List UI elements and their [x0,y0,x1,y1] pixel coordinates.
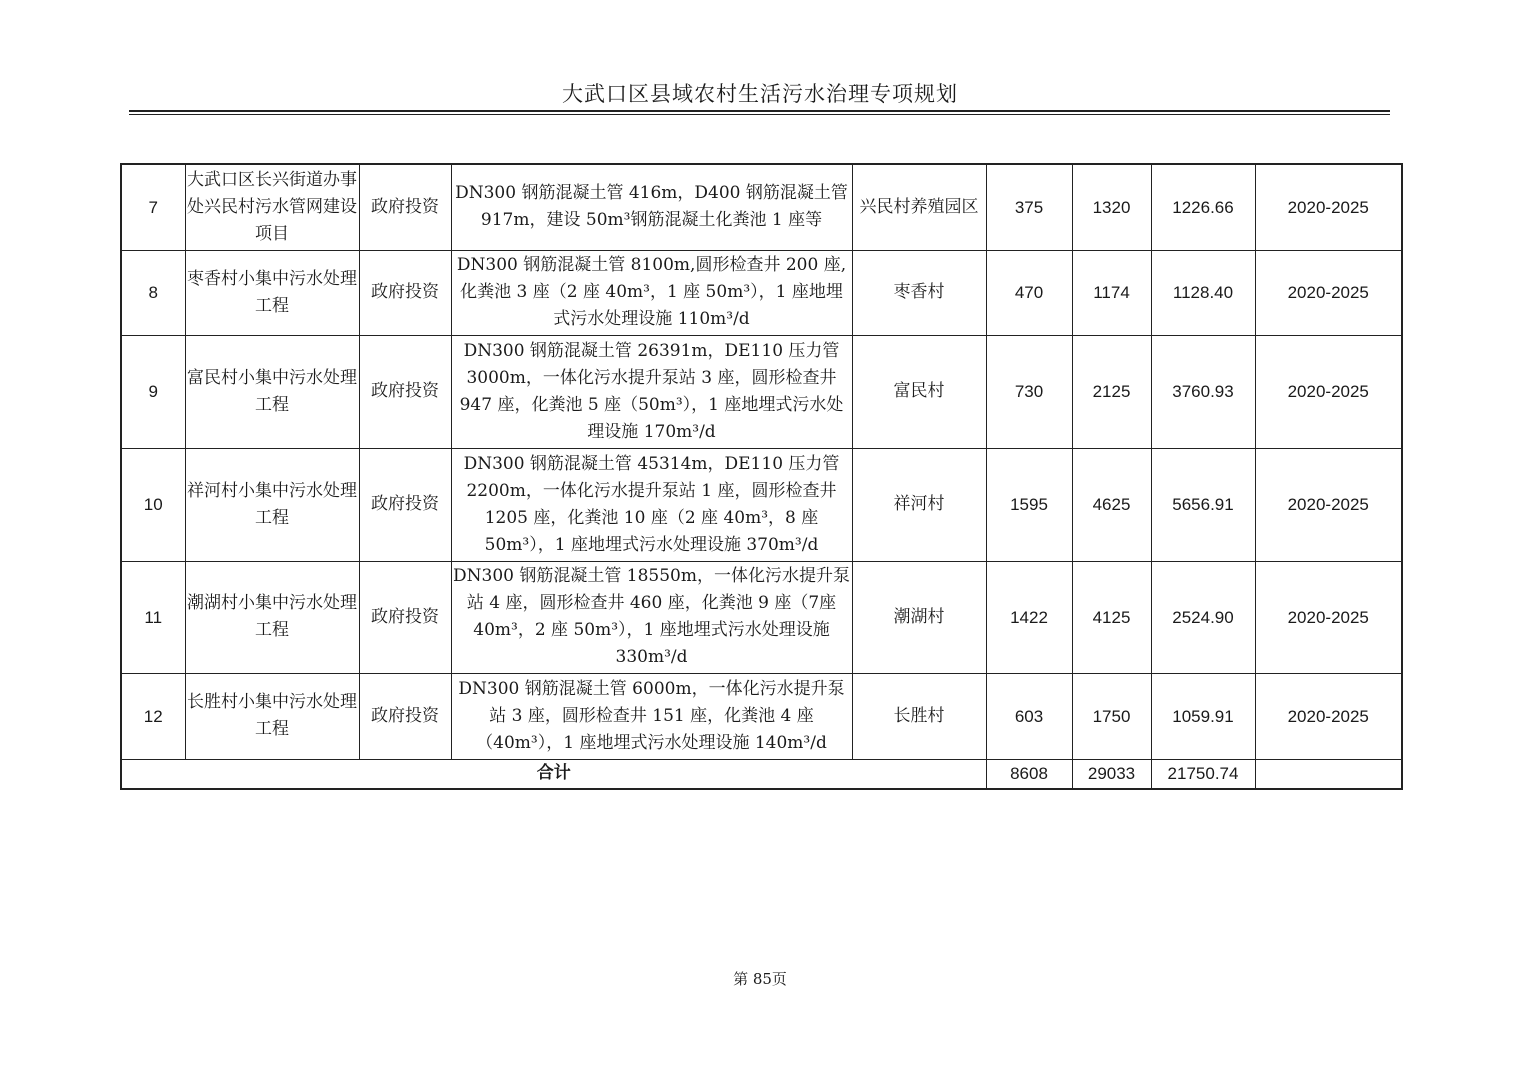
investment-type: 政府投资 [359,250,451,335]
population: 4625 [1072,448,1151,561]
total-label: 合计 [121,759,986,789]
project-name: 潮湖村小集中污水处理工程 [185,561,359,673]
investment-type: 政府投资 [359,164,451,250]
period: 2020-2025 [1255,250,1402,335]
investment-type: 政府投资 [359,673,451,759]
location: 兴民村养殖园区 [852,164,986,250]
total-population: 29033 [1072,759,1151,789]
document-title: 大武口区县域农村生活污水治理专项规划 [562,82,958,106]
households: 1422 [986,561,1072,673]
period: 2020-2025 [1255,561,1402,673]
households: 470 [986,250,1072,335]
table-row [121,561,1402,673]
row-number: 11 [121,561,185,673]
row-number: 10 [121,448,185,561]
row-number: 9 [121,335,185,448]
total-households: 8608 [986,759,1072,789]
investment-type: 政府投资 [359,561,451,673]
location: 富民村 [852,335,986,448]
cost: 5656.91 [1151,448,1255,561]
investment-type: 政府投资 [359,335,451,448]
table-row [121,448,1402,561]
investment-type: 政府投资 [359,448,451,561]
period: 2020-2025 [1255,335,1402,448]
population: 1320 [1072,164,1151,250]
location: 枣香村 [852,250,986,335]
row-number: 12 [121,673,185,759]
cost: 3760.93 [1151,335,1255,448]
cost: 1059.91 [1151,673,1255,759]
header-rule-thick [129,110,1390,112]
table-row [121,335,1402,448]
total-cost: 21750.74 [1151,759,1255,789]
period: 2020-2025 [1255,673,1402,759]
project-name: 长胜村小集中污水处理工程 [185,673,359,759]
project-name: 祥河村小集中污水处理工程 [185,448,359,561]
total-row [121,759,1402,789]
table-row [121,164,1402,250]
construction-content: DN300 钢筋混凝土管 8100m,圆形检查井 200 座,化粪池 3 座（2 座 40m³，1 座 50m³），1 座地埋式污水处理设施 110m³/d [451,250,852,335]
households: 1595 [986,448,1072,561]
period: 2020-2025 [1255,164,1402,250]
construction-content: DN300 钢筋混凝土管 416m，D400 钢筋混凝土管917m，建设 50m³钢筋混凝土化粪池 1 座等 [451,164,852,250]
households: 603 [986,673,1072,759]
location: 潮湖村 [852,561,986,673]
construction-content: DN300 钢筋混凝土管 6000m，一体化污水提升泵站 3 座，圆形检查井 151 座，化粪池 4 座（40m³），1 座地埋式污水处理设施 140m³/d [451,673,852,759]
project-name: 富民村小集中污水处理工程 [185,335,359,448]
population: 1174 [1072,250,1151,335]
population: 2125 [1072,335,1151,448]
table-row [121,250,1402,335]
page-number: 第 85页 [733,970,787,988]
location: 长胜村 [852,673,986,759]
total-period-empty [1255,759,1402,789]
row-number: 7 [121,164,185,250]
households: 730 [986,335,1072,448]
cost: 1226.66 [1151,164,1255,250]
population: 1750 [1072,673,1151,759]
construction-content: DN300 钢筋混凝土管 18550m，一体化污水提升泵站 4 座，圆形检查井 460 座，化粪池 9 座（7座 40m³，2 座 50m³），1 座地埋式污水处理设施330m³/d [451,561,852,673]
project-table [120,163,1403,790]
period: 2020-2025 [1255,448,1402,561]
table-row [121,673,1402,759]
project-name: 枣香村小集中污水处理工程 [185,250,359,335]
households: 375 [986,164,1072,250]
population: 4125 [1072,561,1151,673]
location: 祥河村 [852,448,986,561]
construction-content: DN300 钢筋混凝土管 26391m，DE110 压力管3000m，一体化污水提升泵站 3 座，圆形检查井947 座，化粪池 5 座（50m³），1 座地埋式污水处理设施 170m³/d [451,335,852,448]
cost: 2524.90 [1151,561,1255,673]
project-name: 大武口区长兴街道办事处兴民村污水管网建设项目 [185,164,359,250]
construction-content: DN300 钢筋混凝土管 45314m，DE110 压力管2200m，一体化污水提升泵站 1 座，圆形检查井1205 座，化粪池 10 座（2 座 40m³，8 座 50m³），1 座地埋式污水处理设施 370m³/d [451,448,852,561]
cost: 1128.40 [1151,250,1255,335]
row-number: 8 [121,250,185,335]
header-rule-thin [129,114,1390,115]
